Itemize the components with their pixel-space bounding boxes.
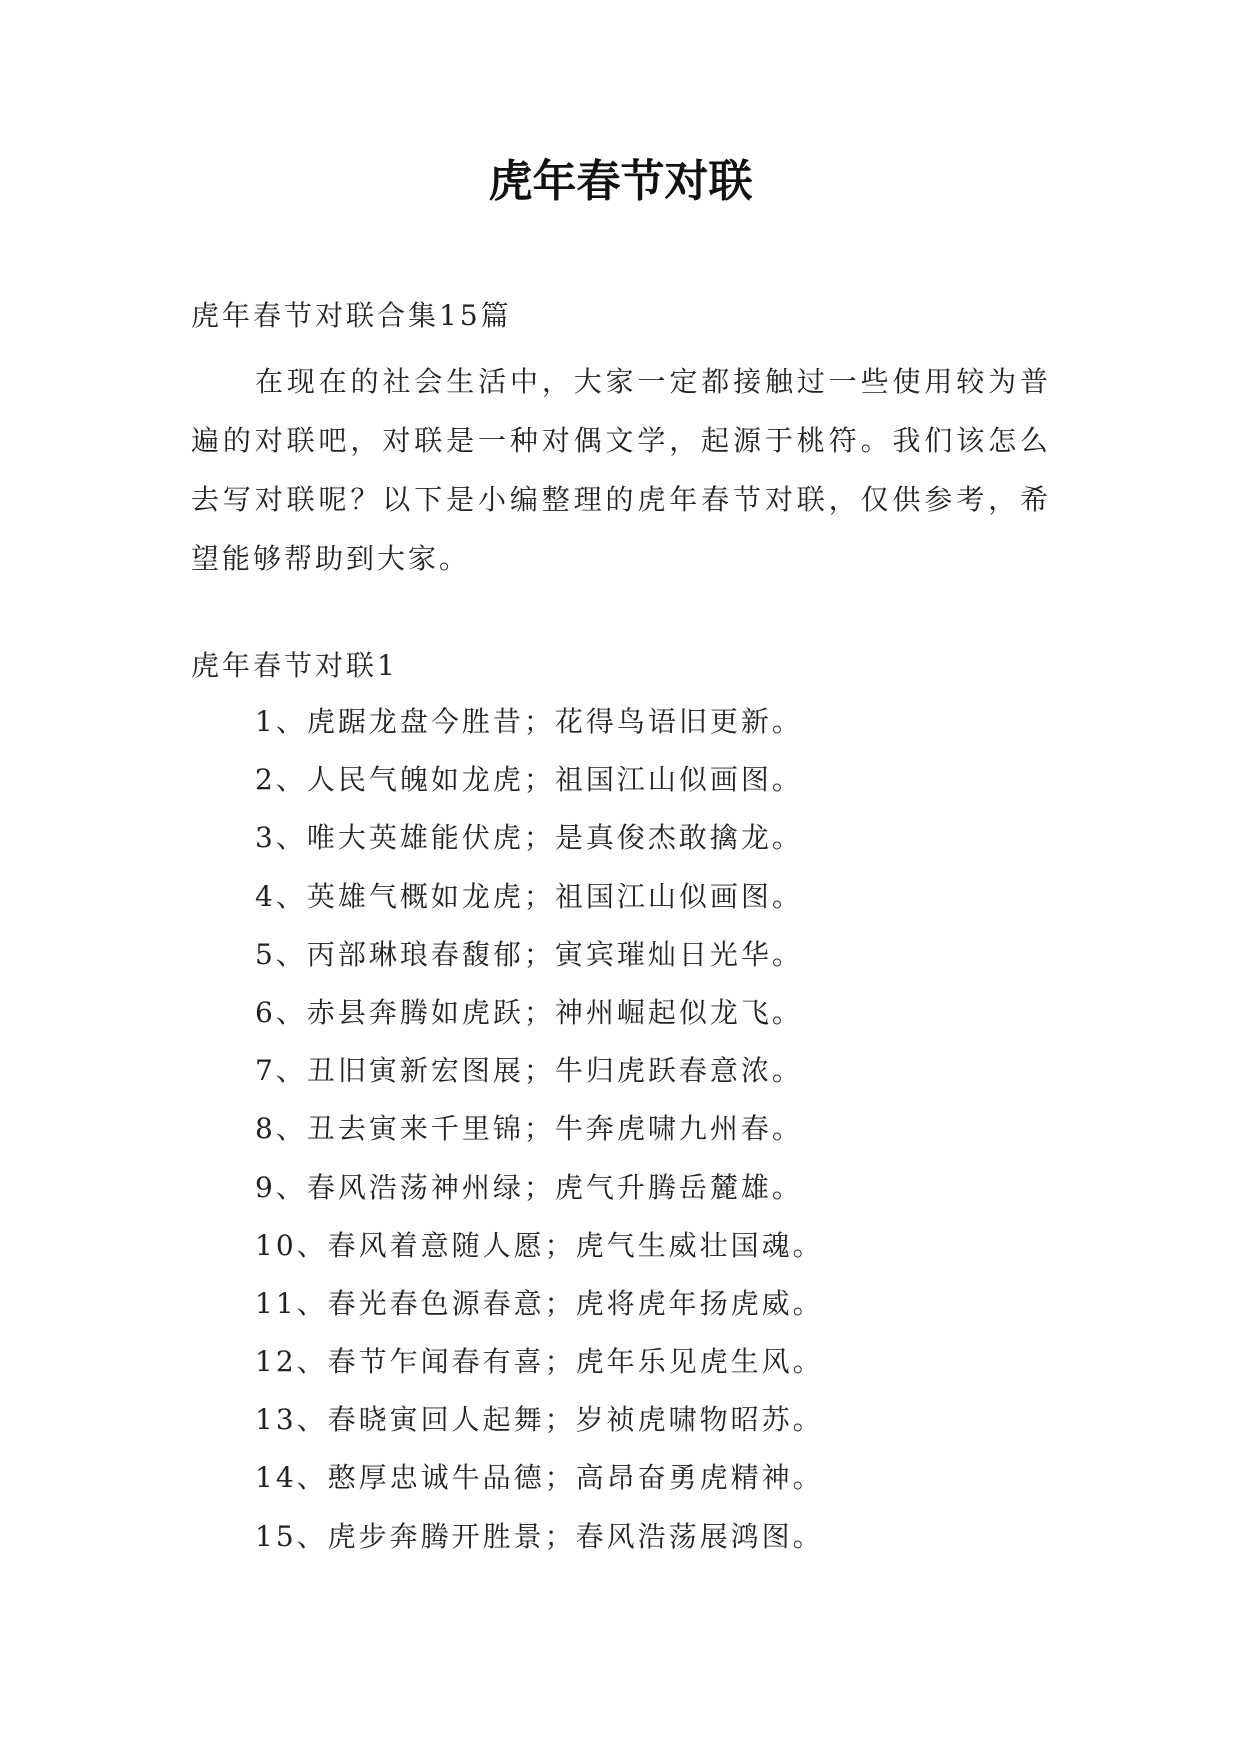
couplet-item: 15、虎步奔腾开胜景；春风浩荡展鸿图。 <box>255 1519 824 1553</box>
couplet-item: 12、春节乍闻春有喜；虎年乐见虎生风。 <box>255 1345 824 1379</box>
couplet-item: 11、春光春色源春意；虎将虎年扬虎威。 <box>255 1286 824 1320</box>
couplet-item: 7、丑旧寅新宏图展；牛归虎跃春意浓。 <box>255 1054 803 1088</box>
couplet-item: 13、春晓寅回人起舞；岁祯虎啸物昭苏。 <box>255 1403 824 1437</box>
couplet-item: 6、赤县奔腾如虎跃；神州崛起似龙飞。 <box>255 995 803 1029</box>
couplet-item: 10、春风着意随人愿；虎气生威壮国魂。 <box>255 1228 824 1262</box>
couplet-list <box>255 702 1055 1575</box>
section-heading: 虎年春节对联1 <box>191 649 398 682</box>
couplet-item: 9、春风浩荡神州绿；虎气升腾岳麓雄。 <box>255 1170 803 1204</box>
couplet-item: 5、丙部琳琅春馥郁；寅宾璀灿日光华。 <box>255 937 803 971</box>
couplet-item: 8、丑去寅来千里锦；牛奔虎啸九州春。 <box>255 1112 803 1146</box>
couplet-item: 14、憨厚忠诚牛品德；高昂奋勇虎精神。 <box>255 1461 824 1495</box>
couplet-item: 2、人民气魄如龙虎；祖国江山似画图。 <box>255 763 803 797</box>
couplet-item: 4、英雄气概如龙虎；祖国江山似画图。 <box>255 879 803 913</box>
intro-paragraph: 在现在的社会生活中，大家一定都接触过一些使用较为普遍的对联吧，对联是一种对偶文学，起源于桃符。我们该怎么去写对联呢？以下是小编整理的虎年春节对联，仅供参考，希望能够帮助到大家。 <box>191 365 1051 575</box>
couplet-item: 3、唯大英雄能伏虎；是真俊杰敢擒龙。 <box>255 821 803 855</box>
document-title: 虎年春节对联 <box>488 156 753 207</box>
document-subtitle: 虎年春节对联合集15篇 <box>191 299 512 332</box>
couplet-item: 1、虎踞龙盘今胜昔；花得鸟语旧更新。 <box>255 705 803 738</box>
